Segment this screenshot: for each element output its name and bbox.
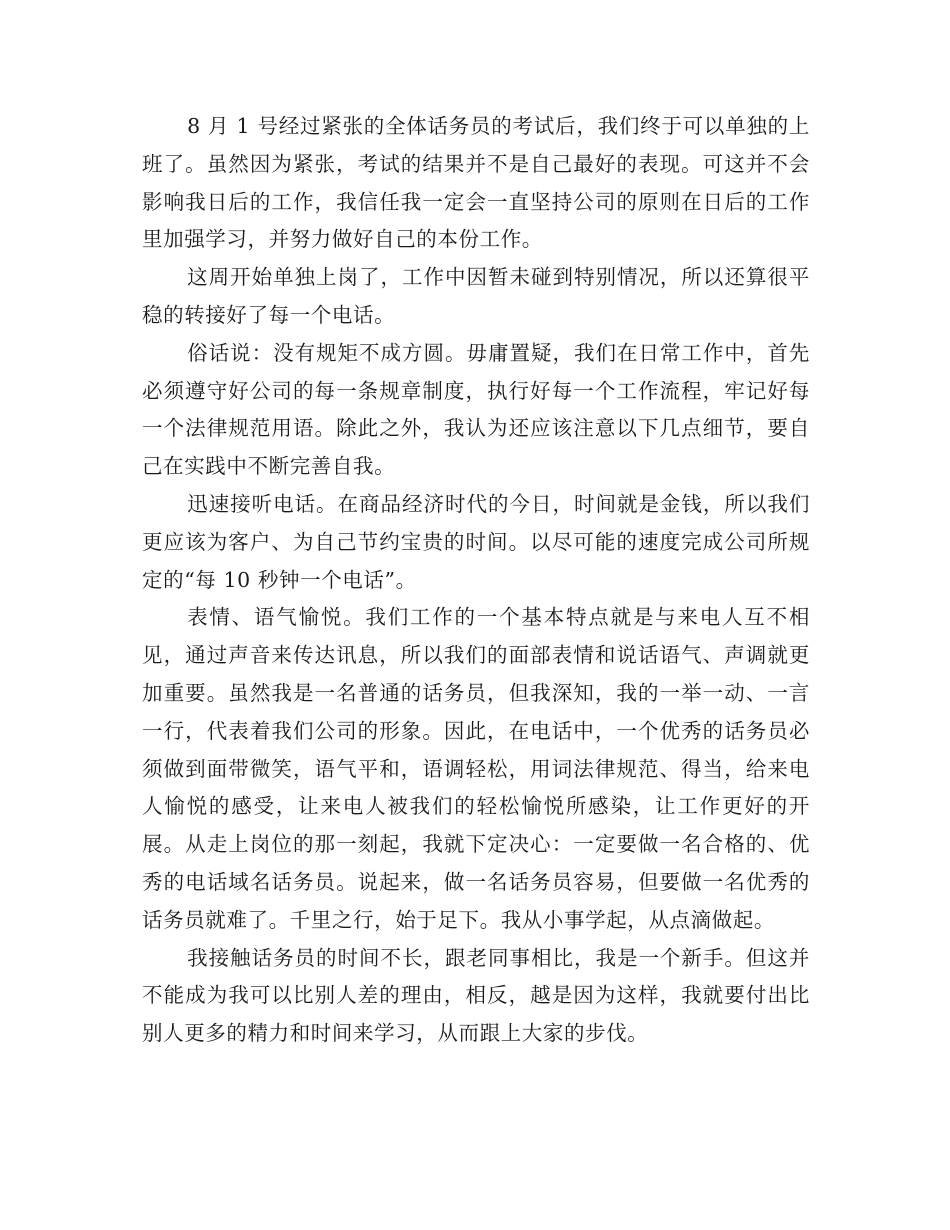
paragraph: 这周开始单独上岗了，工作中因暂未碰到特别情况，所以还算很平稳的转接好了每一个电话。 [142,265,810,327]
paragraph: 我接触话务员的时间不长，跟老同事相比，我是一个新手。但这并不能成为我可以比别人差的理由，相反，越是因为这样，我就要付出比别人更多的精力和时间来学习，从而跟上大家的步伐。 [142,945,810,1046]
paragraph: 表情、语气愉悦。我们工作的一个基本特点就是与来电人互不相见，通过声音来传达讯息，所以我们的面部表情和说话语气、声调就更加重要。虽然我是一名普通的话务员，但我深知，我的一举一动、一言一行，代表着我们公司的形象。因此，在电话中，一个优秀的话务员必须做到面带微笑，语气平和，语调轻松，用词法律规范、得当，给来电人愉悦的感受，让来电人被我们的轻松愉悦所感染，让工作更好的开展。从走上岗位的那一刻起，我就下定决心：一定要做一名合格的、优秀的电话域名话务员。说起来，做一名话务员容易，但要做一名优秀的话务员就难了。千里之行，始于足下。我从小事学起，从点滴做起。 [142,605,810,932]
paragraph: 俗话说：没有规矩不成方圆。毋庸置疑，我们在日常工作中，首先必须遵守好公司的每一条规章制度，执行好每一个工作流程，牢记好每一个法律规范用语。除此之外，我认为还应该注意以下几点细节，要自己在实践中不断完善自我。 [142,340,810,479]
paragraph: 迅速接听电话。在商品经济时代的今日，时间就是金钱，所以我们更应该为客户、为自己节约宝贵的时间。以尽可能的速度完成公司所规定的“每 10 秒钟一个电话”。 [142,491,810,592]
paragraph: 8 月 1 号经过紧张的全体话务员的考试后，我们终于可以单独的上班了。虽然因为紧张，考试的结果并不是自己最好的表现。可这并不会影响我日后的工作，我信任我一定会一直坚持公司的原则在日后的工作里加强学习，并努力做好自己的本份工作。 [142,114,810,252]
document-body [142,108,810,1053]
